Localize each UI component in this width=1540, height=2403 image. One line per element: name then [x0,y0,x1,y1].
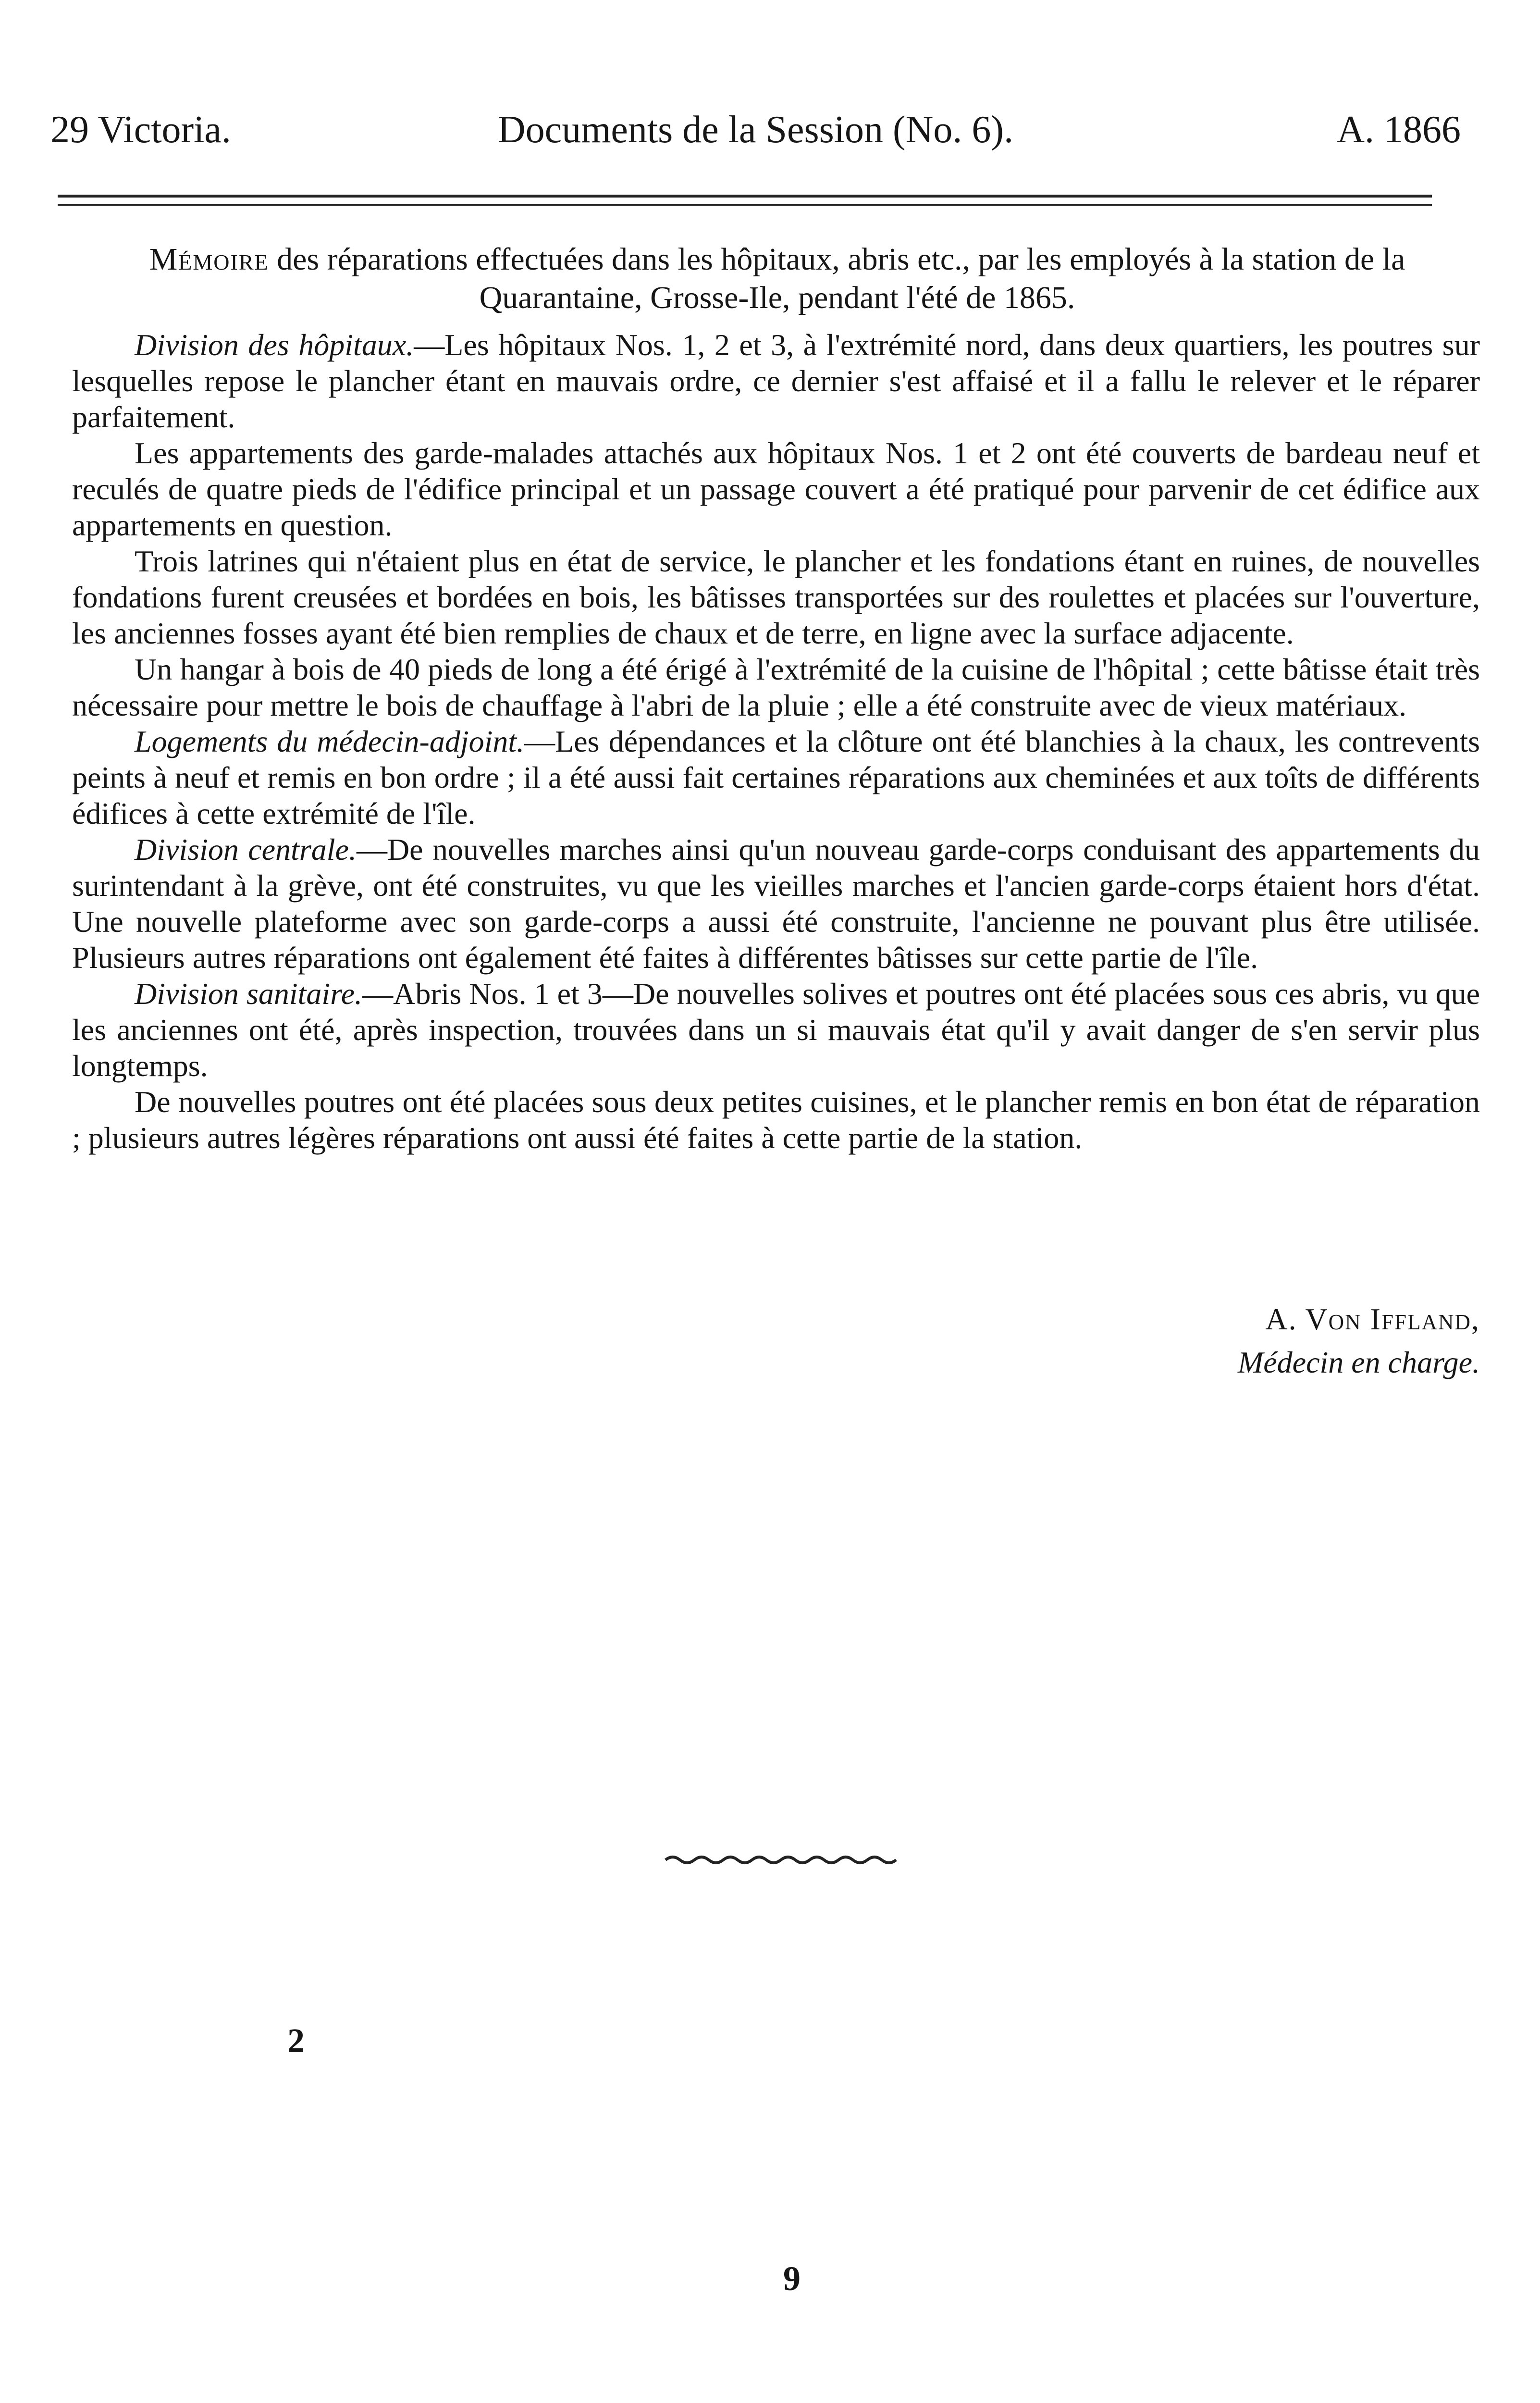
paragraph [72,1084,1480,1156]
memoir-title [74,240,1480,317]
memoir-title-rest: des réparations effectuées dans les hôpitaux, abris etc., par les employés à la station de la Quarantaine, Grosse-Ile, pendant l'été de 1865. [269,242,1405,315]
paragraph-text: Les appartements des garde-malades attachés aux hôpitaux Nos. 1 et 2 ont été couverts de bardeau neuf et reculés de quatre pieds de l'édifice principal et un passage couvert a été pratiqué pour parvenir de cet édifice aux appartements en question. [72,436,1480,542]
paragraph [72,651,1480,723]
paragraph-text: —De nouvelles marches ainsi qu'un nouveau garde-corps conduisant des appartements du surintendant à la grève, ont été construites, vu que les vieilles marches et l'ancien garde-corps étaient hors d'état. Une nouvelle plateforme avec son garde-corps a aussi été construite, l'ancienne ne pouvant plus être utilisée. Plusieurs autres réparations ont également été faites à différentes bâtisses sur cette partie de l'île. [72,832,1480,975]
paragraph [72,327,1480,435]
signature-block [961,1298,1480,1384]
paragraph [72,723,1480,831]
decorative-ornament-rule [663,1849,903,1869]
paragraph-heading: Division des hôpitaux. [135,328,414,362]
paragraph [72,543,1480,651]
signature-name: A. Von Iffland, [1265,1302,1480,1336]
paragraph-heading: Logements du médecin-adjoint. [135,724,525,758]
memoir-body [72,327,1480,1156]
paragraph-text: De nouvelles poutres ont été placées sous deux petites cuisines, et le plancher remis en bon état de réparation ; plusieurs autres légères réparations ont aussi été faites à cette partie de la station. [72,1085,1480,1155]
header-document-title: Documents de la Session (No. 6). [497,109,1014,151]
header-rule-thick [58,195,1432,198]
header-year: A. 1866 [1337,109,1461,151]
paragraph-text: —Les hôpitaux Nos. 1, 2 et 3, à l'extrémité nord, dans deux quartiers, les poutres sur lesquelles repose le plancher étant en mauvais ordre, ce dernier s'est affaisé et il a fallu le relever et le réparer parfaitement. [72,328,1480,434]
signature-mark: 2 [287,2021,305,2060]
header-rule-thin [58,204,1432,206]
running-header [50,101,1461,159]
memoir-title-lead: Mémoire [149,242,269,277]
paragraph [72,435,1480,543]
signature-role: Médecin en charge. [1237,1345,1480,1379]
paragraph-text: Trois latrines qui n'étaient plus en état de service, le plancher et les fondations étant en ruines, de nouvelles fondations furent creusées et bordées en bois, les bâtisses transportées sur des roulettes et placées sur l'ouverture, les anciennes fosses ayant été bien remplies de chaux et de terre, en ligne avec la surface adjacente. [72,544,1480,650]
paragraph-heading: Division centrale. [135,832,357,867]
paragraph-text: —Les dépendances et la clôture ont été blanchies à la chaux, les contrevents peints à neuf et remis en bon ordre ; il a été aussi fait certaines réparations aux cheminées et aux toîts de différents édifices à cette extrémité de l'île. [72,724,1480,830]
paragraph-text: Un hangar à bois de 40 pieds de long a été érigé à l'extrémité de la cuisine de l'hôpital ; cette bâtisse était très nécessaire pour mettre le bois de chauffage à l'abri de la pluie ; elle a été construite avec de vieux matériaux. [72,652,1480,722]
paragraph [72,831,1480,976]
header-session-year: 29 Victoria. [50,109,231,151]
paragraph-heading: Division sanitaire. [135,977,363,1011]
page-number: 9 [783,2259,801,2298]
paragraph-text: —Abris Nos. 1 et 3—De nouvelles solives et poutres ont été placées sous ces abris, vu que les anciennes ont été, après inspection, trouvées dans un si mauvais état qu'il y avait danger de s'en servir plus longtemps. [72,977,1480,1083]
paragraph [72,976,1480,1084]
